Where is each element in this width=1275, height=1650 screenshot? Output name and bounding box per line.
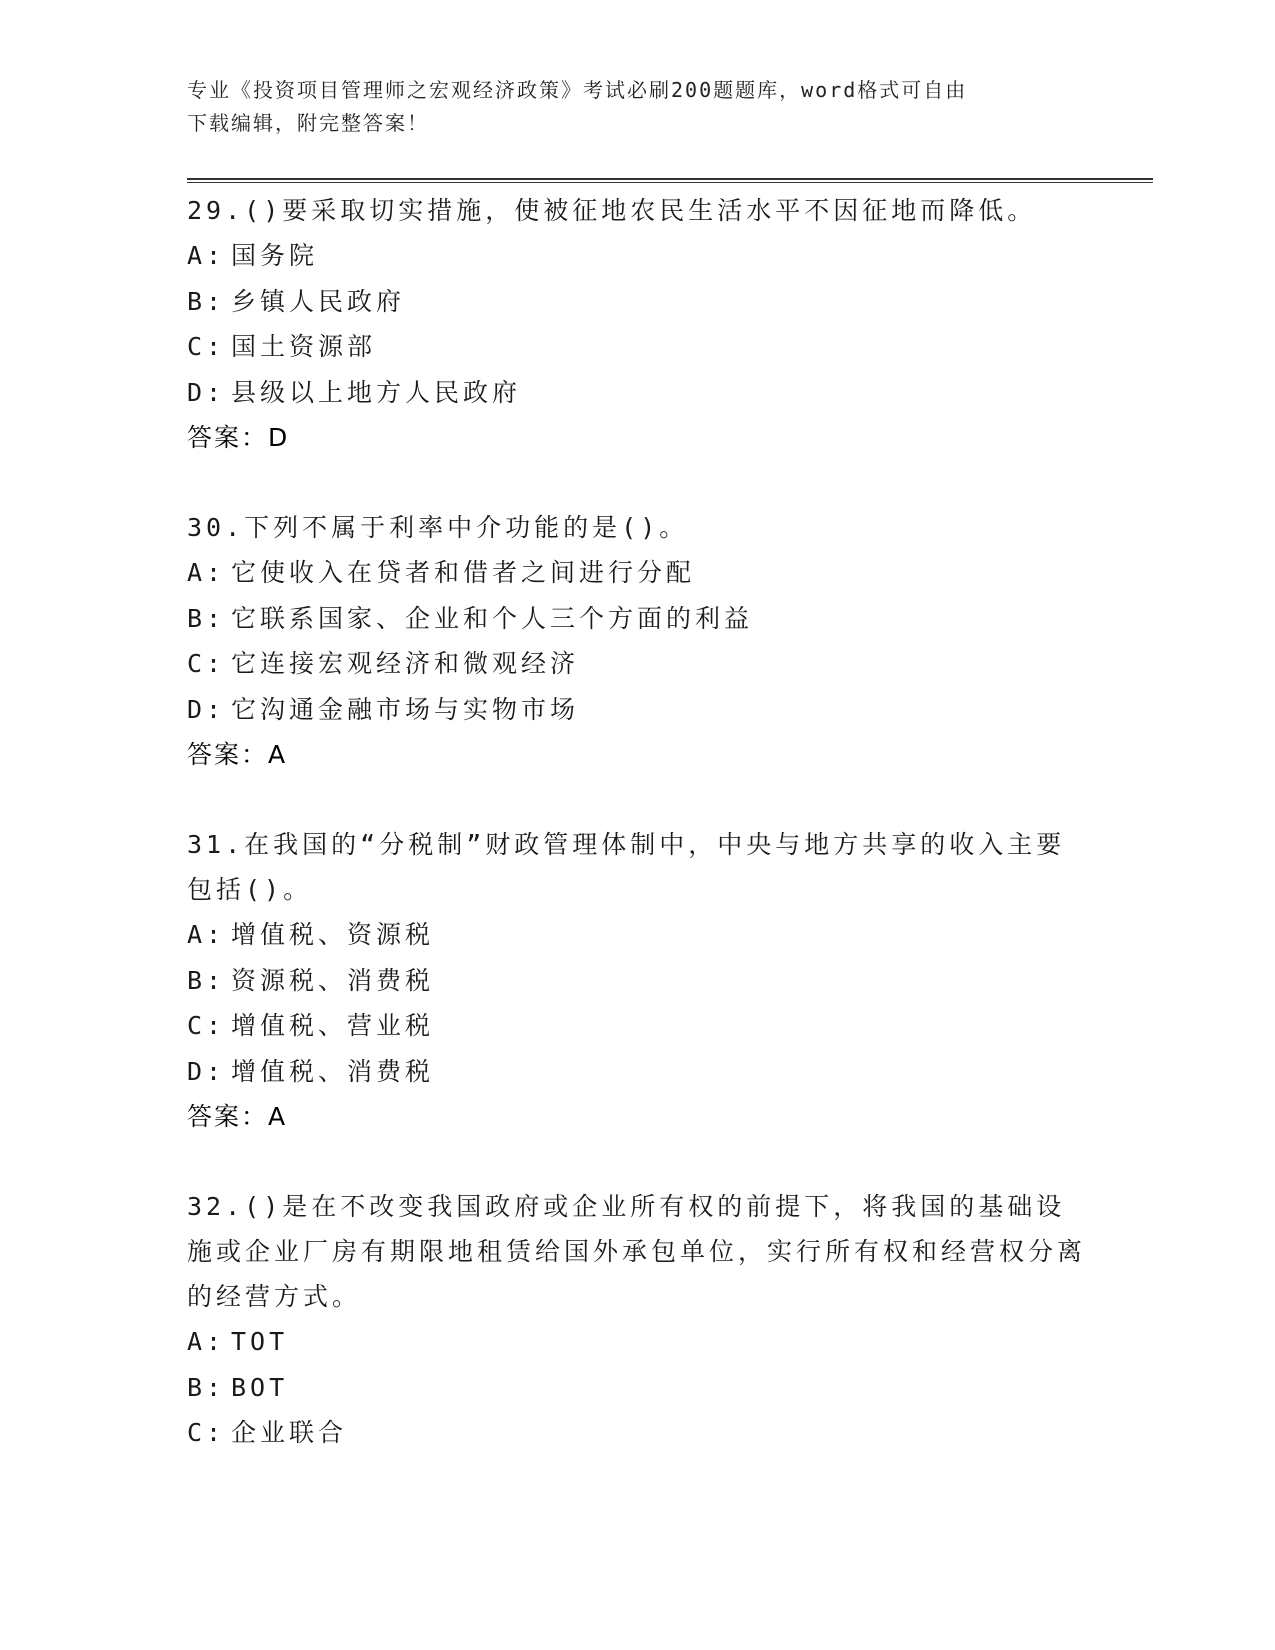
option-letter: D: xyxy=(187,1056,226,1086)
option-letter: B: xyxy=(187,1372,226,1402)
option-b xyxy=(187,1365,1087,1411)
option-text: 国务院 xyxy=(231,241,319,270)
option-c xyxy=(187,1003,1087,1049)
option-text: 它联系国家、企业和个人三个方面的利益 xyxy=(231,603,754,633)
option-letter: B: xyxy=(187,965,226,995)
question-stem: 30.下列不属于利率中介功能的是()。 xyxy=(187,513,689,542)
answer-line: 答案：D xyxy=(187,423,290,452)
question-32 xyxy=(187,1184,1087,1456)
option-a xyxy=(187,912,1087,958)
option-letter: C: xyxy=(187,1418,226,1447)
option-text: 县级以上地方人民政府 xyxy=(231,377,522,407)
option-text: 它使收入在贷者和借者之间进行分配 xyxy=(231,558,696,587)
question-30 xyxy=(187,505,1087,777)
option-letter: C: xyxy=(187,649,226,678)
option-text: 企业联合 xyxy=(231,1418,348,1447)
option-letter: D: xyxy=(187,694,226,724)
option-d xyxy=(187,1049,1087,1095)
header-divider xyxy=(187,178,1153,183)
question-list xyxy=(187,188,1087,1501)
option-text: 增值税、资源税 xyxy=(231,920,435,949)
option-letter: C: xyxy=(187,332,226,361)
option-c xyxy=(187,324,1087,370)
option-b xyxy=(187,279,1087,325)
option-letter: A: xyxy=(187,241,226,270)
option-text: 国土资源部 xyxy=(231,332,377,361)
option-d xyxy=(187,687,1087,733)
option-c xyxy=(187,641,1087,687)
option-text: 资源税、消费税 xyxy=(231,965,435,995)
option-b xyxy=(187,596,1087,642)
option-d xyxy=(187,370,1087,416)
option-letter: B: xyxy=(187,603,226,633)
option-letter: B: xyxy=(187,286,226,316)
answer-line: 答案：A xyxy=(187,740,288,769)
header-title-line-1: 专业《投资项目管理师之宏观经济政策》考试必刷200题题库，word格式可自由 xyxy=(187,78,968,102)
question-stem: 32.()是在不改变我国政府或企业所有权的前提下，将我国的基础设施或企业厂房有期限地租赁给国外承包单位，实行所有权和经营权分离的经营方式。 xyxy=(187,1192,1087,1311)
option-text: 它沟通金融市场与实物市场 xyxy=(231,694,580,724)
option-a xyxy=(187,1319,1087,1365)
option-letter: C: xyxy=(187,1011,226,1040)
answer-line: 答案：A xyxy=(187,1102,288,1131)
document-header xyxy=(187,74,1087,140)
question-stem: 29.()要采取切实措施，使被征地农民生活水平不因征地而降低。 xyxy=(187,196,1037,225)
option-letter: A: xyxy=(187,1327,226,1356)
option-c xyxy=(187,1410,1087,1456)
option-letter: A: xyxy=(187,920,226,949)
option-b xyxy=(187,958,1087,1004)
option-a xyxy=(187,233,1087,279)
option-text: 增值税、消费税 xyxy=(231,1056,435,1086)
option-a xyxy=(187,550,1087,596)
option-text: BOT xyxy=(231,1372,289,1402)
option-letter: A: xyxy=(187,558,226,587)
question-stem: 31.在我国的“分税制”财政管理体制中，中央与地方共享的收入主要包括()。 xyxy=(187,830,1066,904)
header-title-line-2: 下载编辑，附完整答案！ xyxy=(187,111,429,135)
question-29 xyxy=(187,188,1087,460)
option-letter: D: xyxy=(187,377,226,407)
option-text: 乡镇人民政府 xyxy=(231,286,406,316)
question-31 xyxy=(187,822,1087,1139)
option-text: 它连接宏观经济和微观经济 xyxy=(231,649,580,678)
option-text: TOT xyxy=(231,1327,289,1356)
option-text: 增值税、营业税 xyxy=(231,1011,435,1040)
